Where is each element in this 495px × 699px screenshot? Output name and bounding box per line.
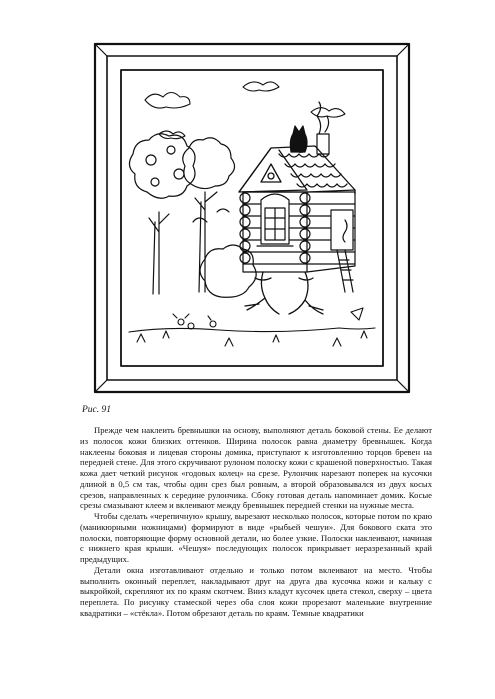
clouds	[145, 82, 345, 139]
hut-side-wall	[307, 192, 355, 292]
hut-drawing	[93, 42, 411, 394]
hut-roof	[239, 146, 355, 194]
frame-outer	[95, 44, 409, 392]
left-trees	[129, 134, 256, 298]
article-body	[80, 425, 432, 619]
hut-front-wall	[240, 192, 310, 272]
paragraph: Детали окна изготавливают отдельно и только потом вклеивают на место. Чтобы выполнить оконный переплет, накладывают друг на друга два кусочка кожи и кальку с выкройкой, скрепляют их по краям скотчем. Вниз кладут кусочек цвета стекол, сверху – цвета переплета. По рисунку стамеской через оба слоя кожи прорезают маленькие внутренние квадратики – «стёкла». Потом обрезают деталь по краям. Темные квадратики	[80, 564, 432, 618]
figure-caption: Рис. 91	[82, 405, 112, 415]
paragraph: Прежде чем наклеить бревнышки на основу, выполняют деталь боковой стены. Ее делают из полосок кожи близких оттенков. Ширина полосок равна диаметру бревнышек. Когда наклеены боковая и лицевая стороны домика, приступают к изготовлению торцов бревен на передней стене. Для этого скручивают рулоном полоску кожи с крашеной поверхностью. Такая кожа дает четкий рисунок «годовых колец» на срезе. Рулончик нарезают поперек на кусочки длиной в 0,5 см так, чтобы один срез был ровным, а второй образовывался из двух косых срезов, направленных к середине рулончика. Сбоку готовая деталь напоминает домик. Косые срезы смазывают клеем и вклеивают между бревнышек передней стенки на нужные места.	[80, 425, 432, 511]
chicken-legs	[245, 272, 323, 314]
ground-and-grass	[129, 308, 375, 346]
figure-illustration	[93, 42, 411, 394]
paragraph: Чтобы сделать «черепичную» крышу, вырезают несколько полосок, которые потом по краю (маникюрными ножницами) формируют в виде «рыбьей чешуи». Для бокового ската это полоски, повторяющие форму основной детали, но более узкие. Полоски наклеивают, начиная с нижнего края крыши. «Чешуя» последующих полосок прикрывает неразрезанный край предыдущих.	[80, 511, 432, 564]
